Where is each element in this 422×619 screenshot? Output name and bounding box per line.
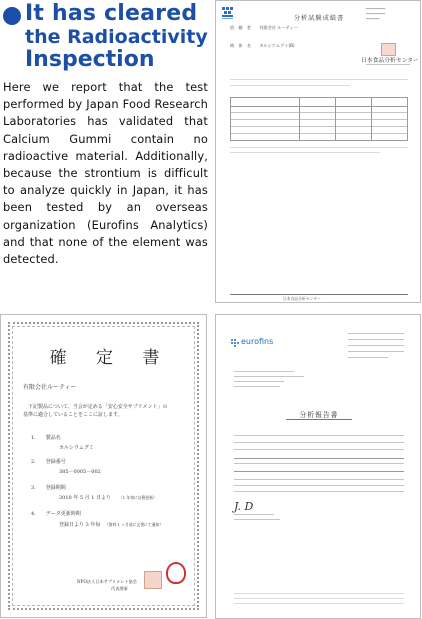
item-1-value: カルシウムグミ [59, 445, 94, 451]
item-1-label: 1. 製品名 [31, 435, 61, 441]
headline-line-3: Inspection [25, 47, 155, 72]
eurofins-report-image [215, 314, 421, 619]
eurofins-logo-icon [230, 338, 239, 347]
item-3-note: （1 年毎に自動更新） [119, 495, 157, 500]
item-2-value: 385－0005－002 [59, 469, 101, 475]
issuer-representative: 代表理事 [111, 586, 128, 591]
kakutei-company: 有限会社ルーティー [23, 384, 77, 391]
kakutei-paragraph-2: 基準に適合していることをここに証します。 [23, 412, 123, 418]
item-2-label: 2. 登録番号 [31, 459, 66, 465]
red-seal-stamp [144, 571, 162, 589]
signature: J. D [234, 500, 254, 513]
results-table [230, 97, 408, 141]
headline-line-1: It has cleared [25, 1, 198, 26]
eurofins-logo-text: eurofins [241, 337, 274, 346]
analysis-certificate-title: 分析試験成績書 [293, 15, 345, 22]
bullet-icon [3, 7, 21, 25]
kakutei-title: 確 定 書 [49, 348, 172, 368]
kakutei-paragraph-1: 下記製品について、当会が定める「安心安全サプリメント」の [28, 404, 168, 410]
lab-name: 日本食品分析センター [361, 58, 419, 64]
sample-line: 検 体 名 カルシウムグミ(B) [230, 43, 295, 48]
kakutei-certificate-image [0, 314, 207, 618]
eurofins-report-title: 分析報告書 [299, 411, 339, 419]
issuer-organization: NPO法人日本サプリメント協会 [77, 579, 137, 584]
addressee-line: 依 頼 者 有限会社 ルーティー [230, 25, 298, 30]
item-4-note: （資料 1 ヶ月前に文書にて通知） [105, 522, 163, 527]
heart-mark-icon [166, 562, 186, 584]
body-paragraph: Here we report that the test performed by Japan Food Research Laboratories has validated that Calcium Gummi contain no radioactive material. Additionally, because the strontium is difficult to analyze quickly in Japan, it has been tested by an overseas organization (Eurofins Analytics) and that none of the element was detected. [3, 80, 208, 267]
analysis-footer-org: 日本食品分析センター [283, 296, 321, 301]
item-4-value: 登録日より 3 年毎 [59, 522, 101, 528]
item-4-label: 4. データ更新時期 [31, 511, 81, 517]
analysis-certificate-image: ━━━━━━━━━━ ━━━━━━━━━━ ━━━━━━━ 分析試験成績書 依 頼 者 有限会社 ルーティー 検 体 名 カルシウムグミ(B) 日本食品分析センター 日本食品分析センター [215, 0, 421, 303]
item-3-label: 3. 登録期間 [31, 485, 66, 491]
item-3-value: 2010 年 5 月 1 日より [59, 495, 112, 501]
headline-line-2: the Radioactivity [25, 26, 208, 48]
